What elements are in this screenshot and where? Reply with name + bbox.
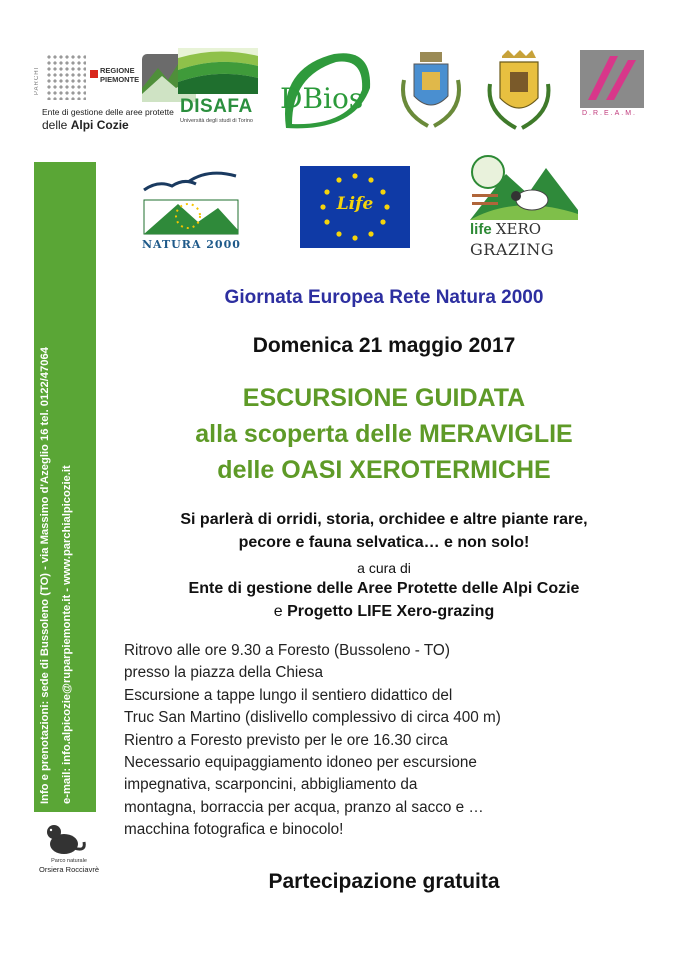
alpi-prefix: delle	[42, 118, 68, 132]
xero-word: XERO	[495, 220, 542, 238]
comune-coat-of-arms-2	[484, 50, 554, 132]
natura-birds-icon	[138, 160, 248, 238]
parco-small-label: Parco naturale	[51, 858, 87, 864]
detail-line: Ritrovo alle ore 9.30 a Foresto (Bussoleno - TO)	[124, 642, 450, 659]
xero-grazing-word: GRAZING	[470, 240, 555, 259]
detail-line: montagna, borraccia per acqua, pranzo al sacco e …	[124, 798, 484, 816]
organizer-name: Ente di gestione delle Aree Protette delle Alpi Cozie	[188, 580, 580, 597]
headline-line-3: delle OASI XEROTERMICHE	[217, 456, 551, 484]
parchi-vertical-label: PARCHI	[34, 66, 40, 96]
event-details	[124, 640, 644, 842]
description-line-1: Si parlerà di orridi, storia, orchidee e altre piante rare,	[180, 511, 588, 528]
dream-logo	[580, 50, 644, 122]
contact-web-line[interactable]: e-mail: info.alpicozie@ruparpiemonte.it - www.parchialpicozie.it	[61, 465, 73, 804]
headline-line-2: alla scoperta delle MERAVIGLIE	[195, 420, 573, 448]
parchi-subtitle: Ente di gestione delle aree protette	[42, 107, 174, 117]
dot-grid-icon	[46, 54, 86, 100]
comune-coat-of-arms-1	[398, 50, 464, 132]
detail-line: Rientro a Foresto previsto per le ore 16.30 circa	[124, 731, 448, 749]
detail-line: presso la piazza della Chiesa	[124, 664, 323, 682]
marmot-icon	[34, 818, 96, 858]
dream-mark-icon	[580, 50, 644, 108]
headline-line-1: ESCURSIONE GUIDATA	[242, 384, 526, 412]
natura-2000-name: NATURA 2000	[142, 238, 241, 251]
disafa-logo	[178, 48, 260, 132]
detail-line: Escursione a tappe lungo il sentiero didattico del	[124, 686, 453, 704]
disafa-university: Università degli studi di Torino	[180, 118, 253, 124]
xero-life-line	[470, 220, 541, 238]
detail-line: Truc San Martino (dislivello complessivo di circa 400 m)	[124, 709, 501, 727]
disafa-name: DISAFA	[180, 96, 253, 117]
parco-orsiera-logo	[34, 818, 99, 880]
parchi-alpi-cozie-logo	[34, 48, 174, 134]
sheep-landscape-icon	[466, 154, 578, 220]
a-cura-label: a cura di	[357, 560, 411, 576]
event-date: Domenica 21 maggio 2017	[252, 334, 516, 357]
eu-life-logo	[300, 166, 410, 248]
piemonte-flag-icon	[90, 70, 98, 78]
description-line-2: pecore e fauna selvatica… e non solo!	[238, 534, 530, 551]
alpi-name: Alpi Cozie	[70, 118, 129, 132]
dbios-logo	[274, 48, 372, 132]
partner-prefix: e	[273, 603, 283, 620]
eu-life-name: Life	[336, 194, 374, 214]
detail-line: impegnativa, scarponcini, abbigliamento da	[124, 776, 418, 794]
free-participation: Partecipazione gratuita	[268, 870, 500, 893]
detail-line: Necessario equipaggiamento idoneo per escursione	[124, 754, 477, 772]
contact-vertical-text	[34, 162, 96, 812]
life-xerograzing-logo	[466, 154, 578, 262]
natura-2000-logo	[138, 160, 248, 256]
regione-piemonte-label: REGIONE PIEMONTE	[100, 66, 140, 84]
contact-sidebar	[34, 162, 96, 812]
fields-icon	[178, 48, 258, 94]
dream-name: D.R.E.A.M.	[582, 110, 638, 117]
coat-of-arms-icon	[398, 50, 464, 132]
xero-life-word: life	[470, 221, 492, 238]
detail-line: macchina fotografica e binocolo!	[124, 821, 344, 839]
contact-info-line: Info e prenotazioni: sede di Bussoleno (TO) - via Massimo d'Azeglio 16 tel. 0122/47064	[39, 347, 51, 804]
event-title: Giornata Europea Rete Natura 2000	[224, 287, 544, 308]
parchi-alpi-line	[42, 118, 129, 132]
castle-crest-icon	[484, 50, 554, 132]
partner-line	[104, 603, 664, 621]
dbios-name: DBios	[280, 82, 364, 115]
partner-name: Progetto LIFE Xero-grazing	[287, 603, 495, 620]
parco-name: Orsiera Rocciavrè	[38, 865, 99, 874]
